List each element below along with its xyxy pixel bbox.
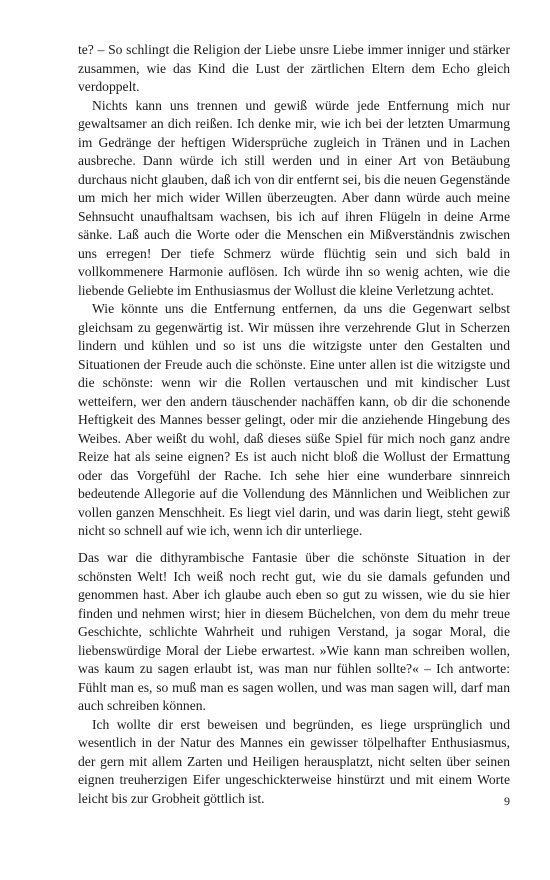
body-text-section-1 xyxy=(78,41,510,541)
paragraph: Wie könnte uns die Entfernung entfernen, da uns die Gegenwart selbst gleichsam zu gegenwärtig ist. Wir müssen ihre verzehrende Glut in Scherzen lindern und kühlen und so ist uns die witzigste unter den Gestalten und Situationen der Freude auch die schönste. Eine unter allen ist die witzigste und die schönste: wenn wir die Rollen vertauschen und mit kindischer Lust wetteifern, wer den andern täuschender nachäffen kann, ob dir die schonende Heftigkeit des Mannes besser gelingt, oder mir die anziehende Hingebung des Weibes. Aber weißt du wohl, daß dieses süße Spiel für mich noch ganz andre Reize hat als seine eignen? Es ist auch nicht bloß die Wollust der Ermattung oder das Vorgefühl der Rache. Ich sehe hier eine wunderbare sinnreich bedeutende Allegorie auf die Vollendung des Männlichen und Weiblichen zur vollen ganzen Menschheit. Es liegt viel darin, und was darin liegt, steht gewiß nicht so schnell auf wie ich, wenn ich dir unterliege. xyxy=(78,301,510,538)
paragraph: Ich wollte dir erst beweisen und begründen, es liege ursprünglich und wesentlich in der Natur des Mannes ein gewisser tölpelhafter Enthusiasmus, der gern mit allem Zarten und Heiligen herausplatzt, nicht selten über seinen eignen treuherzigen Eifer ungeschickterweise hinstürzt und mit einem Worte leicht bis zur Grobheit göttlich ist. xyxy=(78,716,510,806)
body-text-section-2 xyxy=(78,549,510,808)
paragraph: te? – So schlingt die Religion der Liebe unsre Liebe immer inniger und stärker zusammen, wie das Kind die Lust der zärtlichen Eltern dem Echo gleich verdoppelt. xyxy=(78,42,510,94)
page-number: 9 xyxy=(504,794,510,808)
paragraph: Das war die dithyrambische Fantasie über die schönste Situation in der schönsten Welt! Ich weiß noch recht gut, wie du sie damals gefunden und genommen hast. Aber ich glaube auch eben so gut zu wissen, wie du sie hier finden und nehmen wirst; hier in diesem Büchelchen, von dem du mehr treue Geschichte, schlichte Wahrheit und ruhigen Verstand, ja sogar Moral, die liebenswürdige Moral der Liebe erwartest. »Wie kann man schreiben wollen, was kaum zu sagen erlaubt ist, was man nur fühlen sollte?« – Ich antworte: Fühlt man es, so muß man es sagen wollen, und was man sagen will, darf man auch schreiben können. xyxy=(78,550,510,713)
paragraph: Nichts kann uns trennen und gewiß würde jede Entfernung mich nur gewaltsamer an dich reißen. Ich denke mir, wie ich bei der letzten Umarmung im Gedränge der heftigen Widersprüche zugleich in Tränen und in Lachen ausbreche. Dann würde ich still werden und in einer Art von Betäubung durchaus nicht glauben, daß ich von dir entfernt sei, bis die neuen Gegenstände um mich her mich wider Willen überzeugten. Aber dann würde auch meine Sehnsucht unaufhaltsam wachsen, bis ich auf ihren Flügeln in deine Arme sänke. Laß auch die Worte oder die Menschen ein Mißverständnis zwischen uns erregen! Der tiefe Schmerz würde flüchtig sein und sich bald in vollkommenere Harmonie auflösen. Ich würde ihn so wenig achten, wie die liebende Geliebte im Enthusiasmus der Wollust die kleine Verletzung achtet. xyxy=(78,97,510,298)
